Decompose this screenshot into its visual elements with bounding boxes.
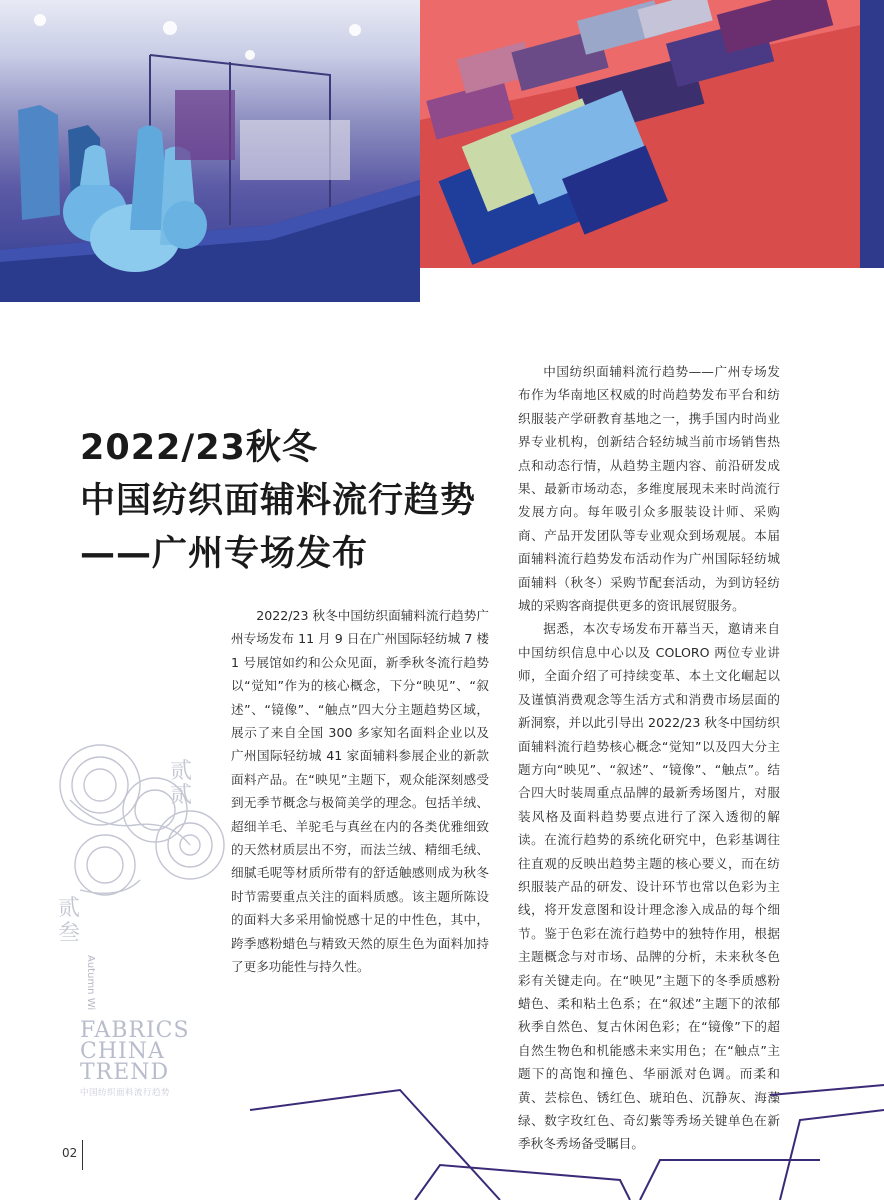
- purple-line-top-right: [770, 1085, 884, 1095]
- body-text-right-column: [518, 360, 780, 1156]
- numeral-bottom-char-2: 叁: [58, 921, 81, 946]
- article-title: [80, 422, 500, 581]
- purple-line-left: [250, 1090, 500, 1200]
- page-number-divider: [82, 1140, 83, 1170]
- purple-line-middle: [415, 1165, 630, 1200]
- title-line-3: ——广州专场发布: [80, 534, 369, 574]
- paragraph: 据悉，本次专场发布开幕当天，邀请来自中国纺织信息中心以及 COLORO 两位专业讲师，全面介绍了可持续变革、本土文化崛起以及谨慎消费观念等生活方式和消费市场层面的新洞察，并以此引导出 2022/23 秋冬中国纺织面辅料流行趋势核心概念“觉知”以及四大分主题方向“映见”、“叙述”、“镜像”、“触点”。结合四大时装周重点品牌的最新秀场图片，对服装风格及面料趋势要点进行了深入透彻的解读。在流行趋势的系统化研究中，色彩基调往往直观的反映出趋势主题的核心要义，而在纺织服装产品的研发、设计环节也常以色彩为主线，将开发意图和设计理念渗入成品的每个细节。鉴于色彩在流行趋势中的独特作用，根据主题概念与对市场、品牌的分析，未来秋冬色彩有关键走向。在“映见”主题下的冬季质感粉蜡色、柔和粘土色系；在“叙述”主题下的浓郁秋季自然色、复古休闲色彩；在“镜像”下的超自然生物色和机能感未来实用色；在“触点”主题下的高饱和撞色、华丽派对色调。而柔和黄、芸棕色、锈红色、琥珀色、沉静灰、海藻绿、数字玫红色、奇幻紫等秀场关键单色在新季秋冬秀场备受瞩目。: [518, 621, 780, 1152]
- page-number: 02: [62, 1146, 78, 1160]
- brand-line-3: TREND: [80, 1060, 170, 1085]
- numeral-top-char-2: 贰: [170, 783, 193, 808]
- brand-subtitle: 中国纺织面料流行趋势: [80, 1088, 171, 1098]
- season-label: Autumn Winter: [85, 955, 96, 1010]
- purple-line-corner: [780, 1110, 884, 1200]
- purple-line-right: [640, 1160, 820, 1200]
- title-line-1: 2022/23秋冬: [80, 428, 318, 468]
- swirl-ornament-icon: [40, 730, 240, 1010]
- paragraph: 中国纺织面辅料流行趋势——广州专场发布作为华南地区权威的时尚趋势发布平台和纺织服装产学研教育基地之一，携手国内时尚业界专业机构，创新结合轻纺城当前市场销售热点和动态行情，从趋势主题内容、前沿研发成果、最新市场动态，多维度展现未来时尚流行发展方向。每年吸引众多服装设计师、采购商、产品开发团队等专业观众到场观展。本届面辅料流行趋势发布活动作为广州国际轻纺城面辅料（秋冬）采购节配套活动，为到访轻纺城的采购客商提供更多的资讯展贸服务。: [518, 364, 780, 614]
- paragraph: 2022/23 秋冬中国纺织面辅料流行趋势广州专场发布 11 月 9 日在广州国际轻纺城 7 楼 1 号展馆如约和公众见面，新季秋冬流行趋势以“觉知”作为的核心概念，下分“映见”、“叙述”、“镜像”、“触点”四大分主题趋势区域，展示了来自全国 300 多家知名面料企业以及广州国际轻纺城 41 家面辅料参展企业的新款面料产品。在“映见”主题下，观众能深刻感受到无季节概念与极简美学的理念。包括羊绒、超细羊毛、羊驼毛与真丝在内的各类优雅细致的天然材质层出不穷，而法兰绒、精细毛绒、细腻毛呢等材质所带有的舒适触感则成为秋冬时节需要重点关注的面料质感。该主题所陈设的面料大多采用愉悦感十足的中性色，其中，跨季感粉蜡色与精致天然的原生色为面料加持了更多功能性与持久性。: [231, 608, 489, 975]
- fabric-swatches-illustration: [420, 0, 884, 268]
- brand-logo: [80, 1020, 190, 1098]
- brand-line-1: FABRICS: [80, 1018, 190, 1043]
- title-line-2: 中国纺织面辅料流行趋势: [80, 481, 477, 521]
- numeral-bottom-char-1: 贰: [58, 896, 81, 921]
- decorative-year-graphic: [40, 730, 240, 1010]
- fabric-swatches-photo: [420, 0, 884, 268]
- body-text-left-column: [231, 604, 489, 979]
- numeral-top-char-1: 贰: [170, 759, 193, 784]
- exhibition-photo: [0, 0, 420, 302]
- brand-line-2: CHINA: [80, 1039, 165, 1064]
- exhibition-photo-illustration: [0, 0, 420, 302]
